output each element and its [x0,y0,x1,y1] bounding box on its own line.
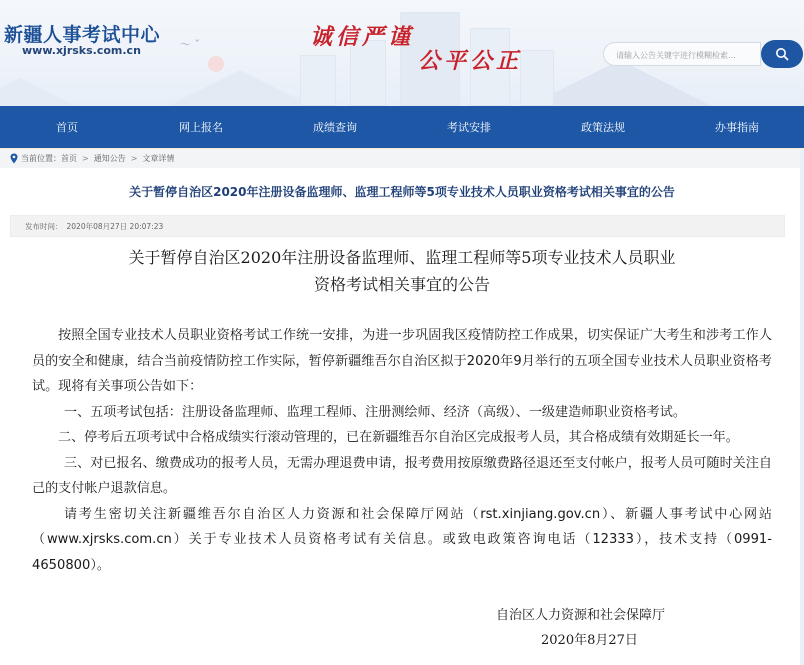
document-title-line-1: 关于暂停自治区2020年注册设备监理师、监理工程师等5项专业技术人员职业 [128,248,676,267]
publish-info [10,215,785,237]
decorative-sun-icon [208,56,224,72]
nav-item-policies[interactable]: 政策法规 [581,121,625,134]
signature-date: 2020年8月27日 [541,633,638,648]
nav-item-home[interactable]: 首页 [56,121,78,134]
breadcrumb-home[interactable]: 首页 [61,154,77,163]
search-icon [775,47,789,61]
breadcrumb-separator: > [130,154,138,163]
decorative-birds-icon: 〜 ˇ [180,38,200,51]
breadcrumb-current: 文章详情 [142,154,175,163]
search-box [603,42,761,66]
nav-item-exam-schedule[interactable]: 考试安排 [447,121,491,134]
paragraph-item-2: 二、停考后五项考试中合格成绩实行滚动管理的，已在新疆维吾尔自治区完成报考人员，其合格成绩有效期延长一年。 [58,430,739,445]
decorative-castle [300,55,336,106]
nav-item-score-query[interactable]: 成绩查询 [313,121,357,134]
decorative-castle [520,50,554,106]
article-heading: 关于暂停自治区2020年注册设备监理师、监理工程师等5项专业技术人员职业资格考试相关事宜的公告 [129,185,675,199]
publish-label: 发布时间： [25,221,63,231]
site-header [0,0,804,106]
slogan-fairness: 公平公正 [418,48,523,74]
nav-item-guide[interactable]: 办事指南 [715,121,759,134]
slogan-integrity: 诚信严谨 [310,24,415,50]
paragraph-item-1: 一、五项考试包括：注册设备监理师、监理工程师、注册测绘师、经济（高级）、一级建造师职业资格考试。 [64,404,686,420]
paragraph-contact: 请考生密切关注新疆维吾尔自治区人力资源和社会保障厅网站（rst.xinjiang.gov.cn）、新疆人事考试中心网站（www.xjrsks.com.cn）关于专业技术人员资格考试有关信息。或致电政策咨询电话（12333），技术支持（0991-4650800）。 [32,506,772,573]
signature-organization: 自治区人力资源和社会保障厅 [496,608,666,623]
breadcrumb-prefix: 当前位置： [21,154,61,163]
location-pin-icon [10,153,18,164]
search-input[interactable] [604,45,760,67]
publish-time: 2020年08月27日 20:07:23 [66,221,164,231]
nav-item-online-registration[interactable]: 网上报名 [179,121,223,134]
search-button[interactable] [761,40,803,68]
document-title-line-2: 资格考试相关事宜的公告 [313,275,490,294]
document-body [32,323,772,578]
main-nav [0,106,804,148]
document-title [0,244,804,298]
site-logo-title[interactable]: 新疆人事考试中心 [4,24,161,46]
paragraph-item-3: 三、对已报名、缴费成功的报考人员，无需办理退费申请，报考费用按原缴费路径退还至支付帐户，报考人员可随时关注自己的支付帐户退款信息。 [32,455,772,496]
page-edge [800,150,804,665]
breadcrumb-separator: > [82,154,89,163]
site-logo-url: www.xjrsks.com.cn [22,44,141,57]
paragraph-intro: 按照全国专业技术人员职业资格考试工作统一安排，为进一步巩固我区疫情防控工作成果，切实保证广大考生和涉考工作人员的安全和健康，结合当前疫情防控工作实际，暂停新疆维吾尔自治区拟于2020年9月举行的五项全国专业技术人员职业资格考试。现将有关事项公告如下： [32,328,772,394]
breadcrumb-notices[interactable]: 通知公告 [93,154,126,163]
decorative-mountain [0,78,100,106]
breadcrumb [0,148,804,168]
